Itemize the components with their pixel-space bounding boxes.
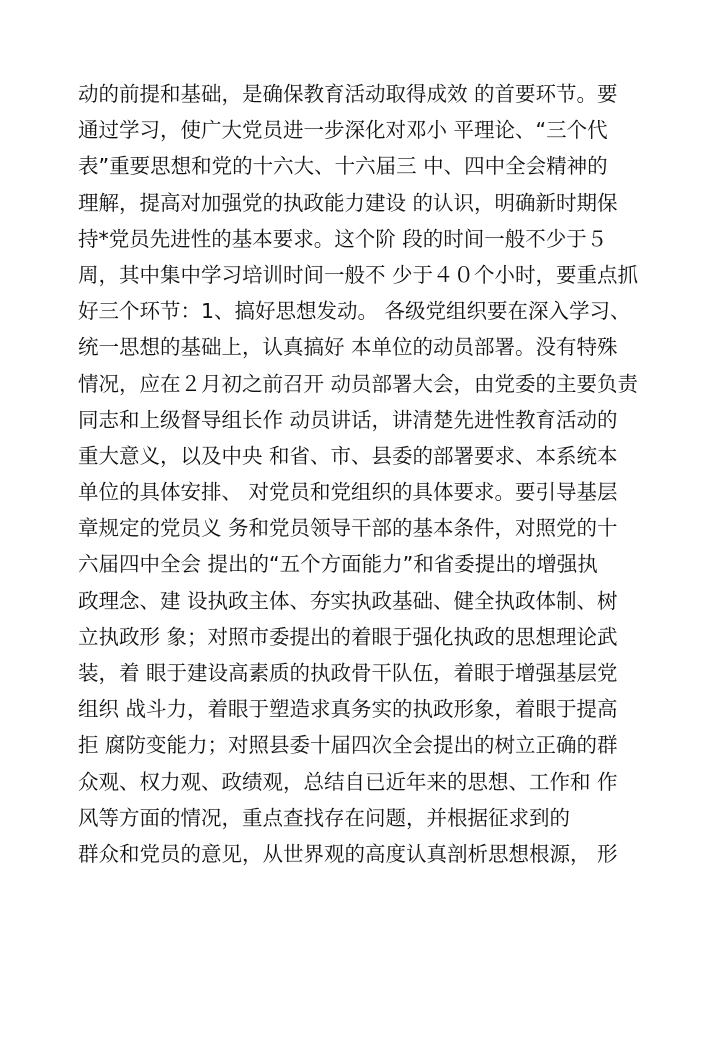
text-line: 统一思想的基础上，认真搞好 本单位的动员部署。没有特殊 <box>78 335 618 360</box>
text-line: 六届四中全会 提出的“五个方面能力”和省委提出的增强执 <box>78 552 598 577</box>
text-line: 重大意义，以及中央 和省、市、县委的部署要求、本系统本 <box>78 443 618 468</box>
text-line: 立执政形 象；对照市委提出的着眼于强化执政的思想理论武 <box>78 624 618 649</box>
text-line: 拒 腐防变能力；对照县委十届四次全会提出的树立正确的群 <box>78 733 618 758</box>
text-line: 理解，提高对加强党的执政能力建设 的认识，明确新时期保 <box>78 190 618 215</box>
document-body <box>78 76 678 872</box>
text-line: 群众和党员的意见，从世界观的高度认真剖析思想根源， 形 <box>78 841 618 866</box>
text-line: 众观、权力观、政绩观，总结自已近年来的思想、工作和 作 <box>78 769 618 794</box>
text-line: 组织 战斗力，着眼于塑造求真务实的执政形象，着眼于提高 <box>78 697 618 722</box>
text-line: 情况，应在２月初之前召开 动员部署大会，由党委的主要负责 <box>78 371 639 396</box>
text-line: 通过学习，使广大党员进一步深化对邓小 平理论、“三个代 <box>78 118 608 143</box>
text-line: 持*党员先进性的基本要求。这个阶 段的时间一般不少于５ <box>78 226 608 251</box>
text-line: 政理念、建 设执政主体、夯实执政基础、健全执政体制、树 <box>78 588 618 613</box>
text-line: 单位的具体安排、 对党员和党组织的具体要求。要引导基层 <box>78 480 618 505</box>
text-line: 装，着 眼于建设高素质的执政骨干队伍，着眼于增强基层党 <box>78 661 618 685</box>
text-line: 动的前提和基础，是确保教育活动取得成效 的首要环节。要 <box>78 82 618 106</box>
text-line: 表”重要思想和党的十六大、十六届三 中、四中全会精神的 <box>78 154 608 179</box>
text-line: 风等方面的情况，重点查找存在问题，并根据征求到的 <box>78 805 570 830</box>
text-line: 同志和上级督导组长作 动员讲话，讲清楚先进性教育活动的 <box>78 407 618 432</box>
text-line: 章规定的党员义 务和党员领导干部的基本条件，对照党的十 <box>78 516 618 541</box>
text-line: 周，其中集中学习培训时间一般不 少于４０个小时，要重点抓 <box>78 262 639 287</box>
text-line: 好三个环节：1、搞好思想发动。 各级党组织要在深入学习、 <box>78 299 631 324</box>
